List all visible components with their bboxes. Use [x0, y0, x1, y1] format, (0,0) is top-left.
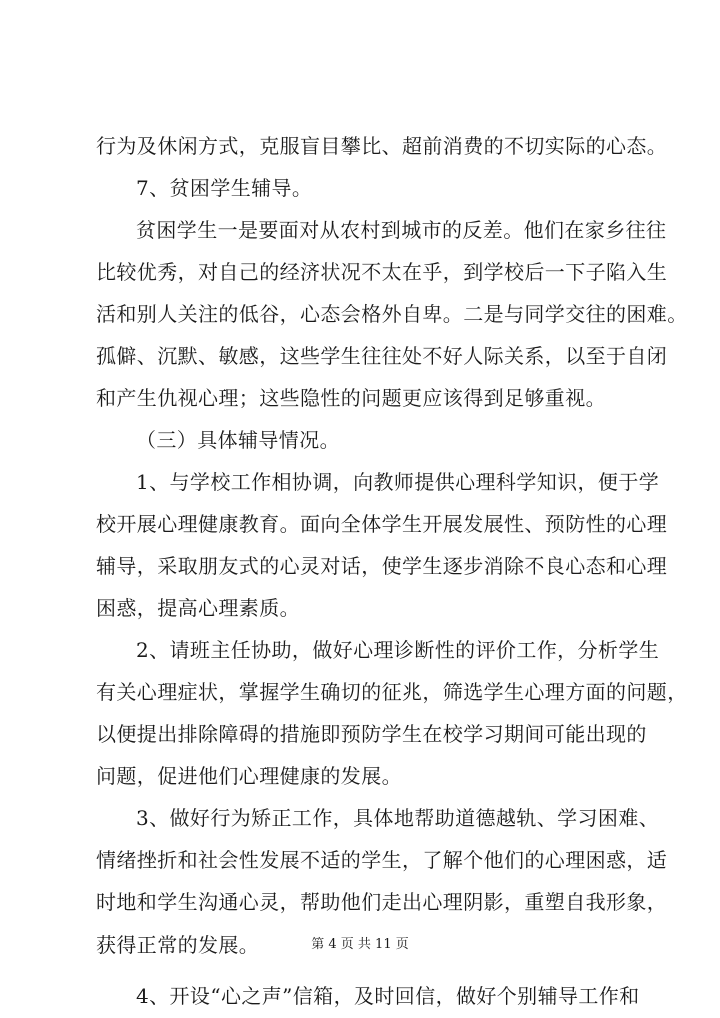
text-line: 和产生仇视心理；这些隐性的问题更应该得到足够重视。 [96, 386, 606, 410]
section-heading: （三）具体辅导情况。 [136, 428, 340, 452]
text-line: 校开展心理健康教育。面向全体学生开展发展性、预防性的心理 [96, 512, 668, 536]
text-line: 孤僻、沉默、敏感，这些学生往往处不好人际关系，以至于自闭 [96, 344, 668, 368]
text-line: 3、做好行为矫正工作，具体地帮助道德越轨、学习困难、 [136, 806, 660, 830]
text-line: 4、开设“心之声”信箱，及时回信，做好个别辅导工作和 [136, 984, 640, 1008]
text-line: 问题，促进他们心理健康的发展。 [96, 764, 402, 788]
text-line: 行为及休闲方式，克服盲目攀比、超前消费的不切实际的心态。 [96, 134, 668, 158]
text-line: 2、请班主任协助，做好心理诊断性的评价工作，分析学生 [136, 638, 660, 662]
text-line: 情绪挫折和社会性发展不适的学生，了解个他们的心理困惑，适 [96, 848, 668, 872]
text-line: 辅导，采取朋友式的心灵对话，使学生逐步消除不良心态和心理 [96, 554, 668, 578]
text-line: 有关心理症状，掌握学生确切的征兆，筛选学生心理方面的问题， [96, 680, 688, 704]
text-line: 获得正常的发展。 [96, 933, 260, 957]
text-line: 1、与学校工作相协调，向教师提供心理科学知识，便于学 [136, 470, 660, 494]
section-heading: 7、贫困学生辅导。 [136, 176, 313, 200]
text-line: 以便提出排除障碍的措施即预防学生在校学习期间可能出现的 [96, 722, 647, 746]
text-line: 贫困学生一是要面对从农村到城市的反差。他们在家乡往往 [136, 218, 667, 242]
text-line: 时地和学生沟通心灵，帮助他们走出心理阴影，重塑自我形象， [96, 890, 668, 914]
text-line: 困惑，提高心理素质。 [96, 596, 300, 620]
text-line: 活和别人关注的低谷，心态会格外自卑。二是与同学交往的困难。 [96, 302, 688, 326]
page-footer: 第 4 页 共 11 页 [311, 937, 409, 952]
text-line: 比较优秀，对自己的经济状况不太在乎，到学校后一下子陷入生 [96, 260, 668, 284]
